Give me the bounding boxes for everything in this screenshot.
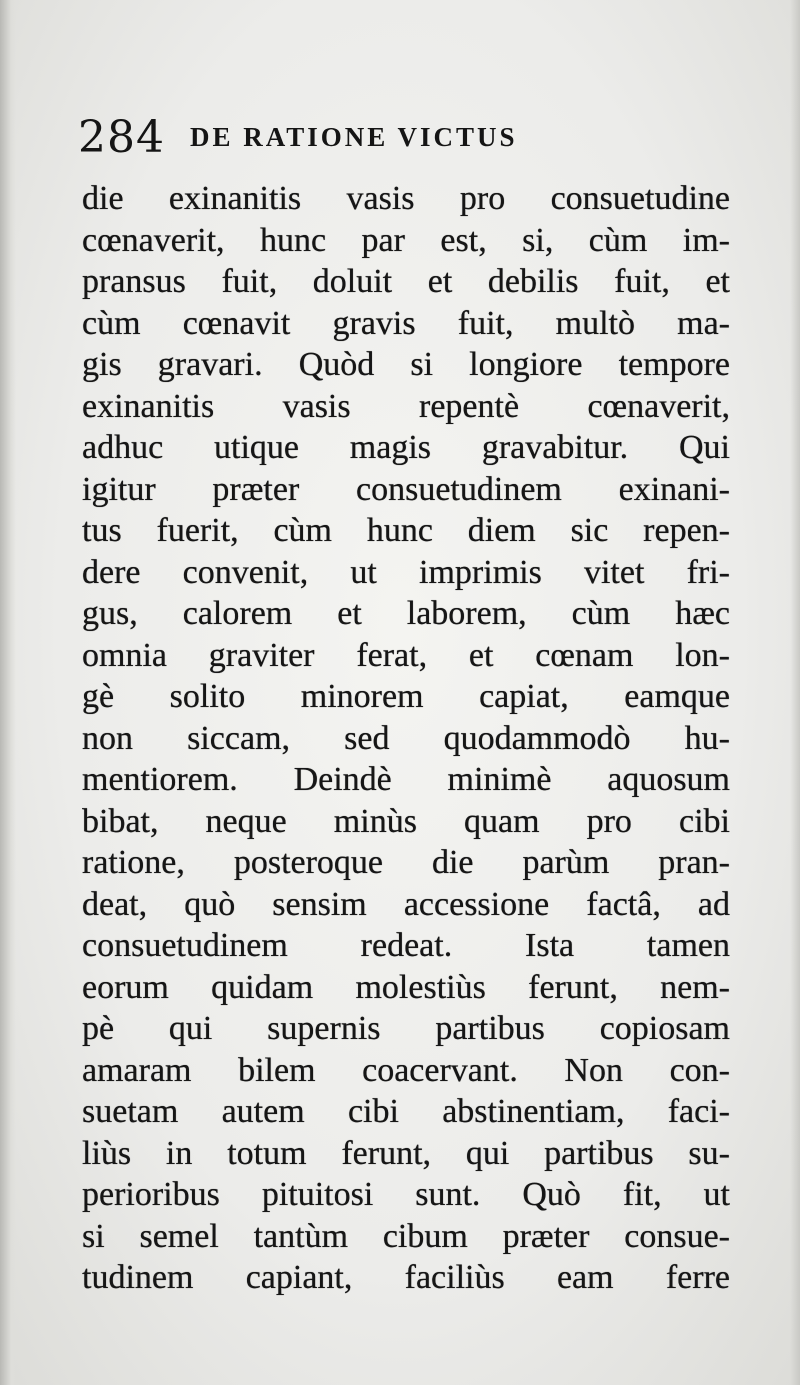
text-line: pè qui supernis partibus copiosam	[82, 1010, 730, 1047]
text-line: dere convenit, ut imprimis vitet fri-	[82, 553, 730, 591]
text-line: gus, calorem et laborem, cùm hæc	[82, 595, 730, 632]
text-line: die exinanitis vasis pro consuetudine	[82, 180, 730, 217]
page-gutter-shadow	[0, 0, 16, 1385]
text-line: exinanitis vasis repentè cœnaverit,	[82, 387, 730, 425]
text-line: consuetudinem redeat. Ista tamen	[82, 927, 730, 964]
text-line: non siccam, sed quodammodò hu-	[82, 719, 730, 757]
running-title: DE RATIONE VICTUS	[190, 122, 518, 152]
text-line: liùs in totum ferunt, qui partibus su-	[82, 1134, 730, 1172]
text-line: deat, quò sensim accessione factâ, ad	[82, 885, 730, 923]
text-line: eorum quidam molestiùs ferunt, nem-	[82, 968, 730, 1006]
text-line: mentiorem. Deindè minimè aquosum	[82, 761, 730, 798]
text-line: amaram bilem coacervant. Non con-	[82, 1051, 730, 1089]
text-line: bibat, neque minùs quam pro cibi	[82, 802, 730, 840]
text-line: gis gravari. Quòd si longiore tempore	[82, 346, 730, 383]
text-line: cùm cœnavit gravis fuit, multò ma-	[82, 304, 730, 342]
text-line: omnia graviter ferat, et cœnam lon-	[82, 636, 730, 674]
page-number: 284	[78, 112, 165, 163]
text-line: si semel tantùm cibum præter consue-	[82, 1217, 730, 1255]
text-line: adhuc utique magis gravabitur. Qui	[82, 429, 730, 466]
text-line: pransus fuit, doluit et debilis fuit, et	[82, 263, 730, 300]
text-line: gè solito minorem capiat, eamque	[82, 678, 730, 715]
text-line: tudinem capiant, faciliùs eam ferre	[82, 1259, 730, 1296]
text-line: cœnaverit, hunc par est, si, cùm im-	[82, 221, 730, 259]
text-line: suetam autem cibi abstinentiam, faci-	[82, 1093, 730, 1130]
text-line: igitur præter consuetudinem exinani-	[82, 470, 730, 508]
text-line: tus fuerit, cùm hunc diem sic repen-	[82, 512, 730, 549]
text-line: perioribus pituitosi sunt. Quò fit, ut	[82, 1176, 730, 1213]
running-header	[78, 112, 718, 164]
body-text	[82, 178, 730, 1299]
text-line: ratione, posteroque die parùm pran-	[82, 844, 730, 881]
page-edge-shadow	[790, 0, 800, 1385]
